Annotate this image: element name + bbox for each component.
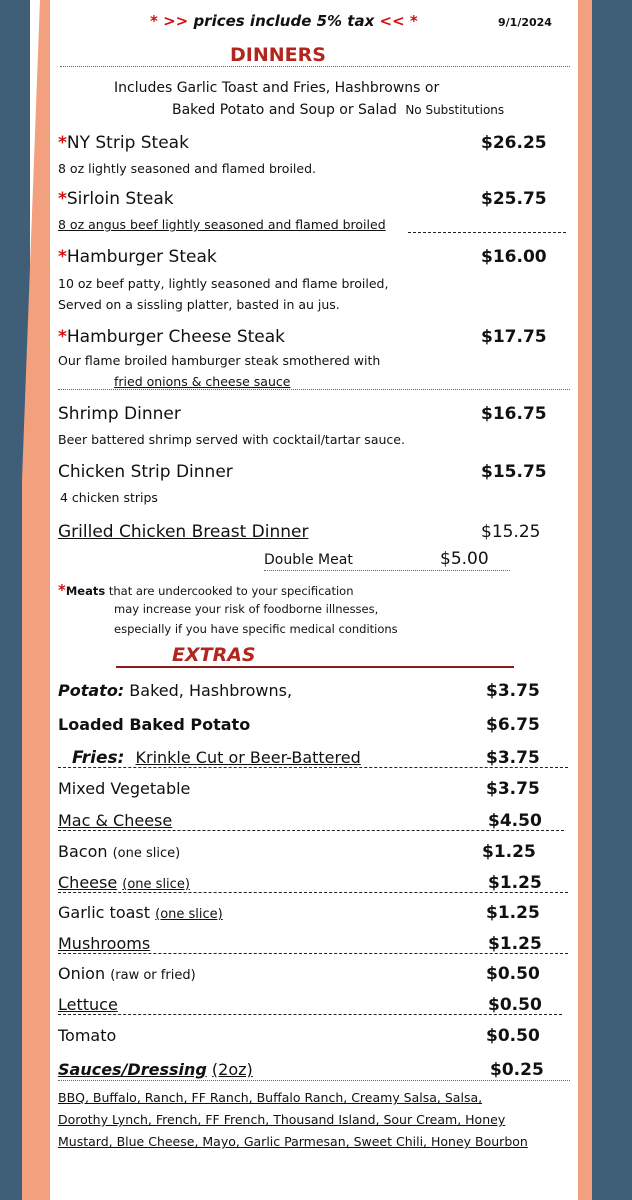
dinner-item-desc: 10 oz beef patty, lightly seasoned and flame broiled, <box>58 276 389 291</box>
right-border-blue <box>592 0 632 1200</box>
divider <box>408 232 566 233</box>
extra-item-name: Mixed Vegetable <box>58 779 191 798</box>
extra-item-price: $6.75 <box>486 715 540 735</box>
warning-line-1: *Meats that are undercooked to your specification <box>58 581 354 599</box>
dinner-item-desc: fried onions & cheese sauce <box>114 374 291 389</box>
dinners-title: DINNERS <box>230 44 326 66</box>
no-substitutions: No Substitutions <box>405 103 505 117</box>
extra-item-price: $0.50 <box>488 995 542 1015</box>
extra-item-price: $1.25 <box>488 934 542 954</box>
extra-item-price: $1.25 <box>488 873 542 893</box>
dinner-item-desc: Our flame broiled hamburger steak smothered with <box>58 353 381 368</box>
dinner-item-desc: Beer battered shrimp served with cocktail/tartar sauce. <box>58 432 405 447</box>
extra-item-name: Tomato <box>58 1026 117 1045</box>
double-meat-label: Double Meat <box>264 552 353 568</box>
divider <box>58 953 568 954</box>
dinner-item-price: $26.25 <box>481 133 547 153</box>
extras-title: EXTRAS <box>172 644 256 666</box>
divider <box>264 570 510 571</box>
extra-item-name: Garlic toast (one slice) <box>58 903 223 922</box>
sauces-list-line-1: BBQ, Buffalo, Ranch, FF Ranch, Buffalo Ranch, Creamy Salsa, Salsa, <box>58 1090 483 1105</box>
extra-item-name: Fries: Krinkle Cut or Beer-Battered <box>72 748 361 768</box>
includes-line-2-text: Baked Potato and Soup or Salad <box>172 102 397 118</box>
right-mark: << * <box>379 12 418 30</box>
extra-item-name: Sauces/Dressing (2oz) <box>58 1060 253 1079</box>
dinner-item-desc: Served on a sissling platter, basted in au jus. <box>58 297 340 312</box>
extras-rule <box>116 666 514 668</box>
extra-item-name: Lettuce <box>58 995 118 1014</box>
menu-page <box>50 0 578 1200</box>
dinner-item-name: *Hamburger Steak <box>58 247 217 267</box>
divider <box>58 830 564 831</box>
includes-line-2 <box>172 102 504 118</box>
extra-item-name: Cheese (one slice) <box>58 873 190 892</box>
extra-item-price: $3.75 <box>486 681 540 701</box>
divider <box>58 767 568 768</box>
extra-item-price: $1.25 <box>486 903 540 923</box>
dinner-item-name: Shrimp Dinner <box>58 404 181 424</box>
extra-item-price: $0.50 <box>486 964 540 984</box>
extra-item-price: $0.25 <box>490 1060 544 1080</box>
extra-item-name: Mushrooms <box>58 934 151 953</box>
dinner-item-name: Grilled Chicken Breast Dinner <box>58 522 309 542</box>
dinner-item-desc: 8 oz angus beef lightly seasoned and flamed broiled <box>58 217 386 232</box>
dinner-item-price: $25.75 <box>481 189 547 209</box>
sauces-list-line-3: Mustard, Blue Cheese, Mayo, Garlic Parmesan, Sweet Chili, Honey Bourbon <box>58 1134 528 1149</box>
extra-item-price: $3.75 <box>486 748 540 768</box>
extra-item-name: Loaded Baked Potato <box>58 715 251 734</box>
dinner-item-name: *Sirloin Steak <box>58 189 174 209</box>
divider <box>58 1080 570 1081</box>
menu-date: 9/1/2024 <box>498 16 552 29</box>
dinner-item-name: *NY Strip Steak <box>58 133 189 153</box>
extra-item-price: $4.50 <box>488 811 542 831</box>
dinner-item-price: $17.75 <box>481 327 547 347</box>
extra-item-name: Bacon (one slice) <box>58 842 181 861</box>
warning-line-3: especially if you have specific medical conditions <box>114 622 398 636</box>
includes-line-1: Includes Garlic Toast and Fries, Hashbrowns or <box>114 80 440 96</box>
dinner-item-price: $15.25 <box>481 522 541 542</box>
tax-note-text: prices include 5% tax <box>193 12 375 30</box>
divider <box>60 66 570 67</box>
dinner-item-price: $15.75 <box>481 462 547 482</box>
dinner-item-name: *Hamburger Cheese Steak <box>58 327 286 347</box>
extra-item-price: $1.25 <box>482 842 536 862</box>
dinner-item-desc: 4 chicken strips <box>60 490 158 505</box>
left-mark: * >> <box>150 12 189 30</box>
tax-note <box>150 12 418 30</box>
divider <box>58 1014 562 1015</box>
sauces-list-line-2: Dorothy Lynch, French, FF French, Thousand Island, Sour Cream, Honey <box>58 1112 506 1127</box>
divider <box>58 892 568 893</box>
divider <box>58 389 570 390</box>
extra-item-name: Potato: Baked, Hashbrowns, <box>58 681 293 700</box>
extra-item-name: Mac & Cheese <box>58 811 173 830</box>
warning-line-2: may increase your risk of foodborne illnesses, <box>114 602 379 616</box>
dinner-item-price: $16.75 <box>481 404 547 424</box>
extra-item-price: $0.50 <box>486 1026 540 1046</box>
double-meat-price: $5.00 <box>440 549 489 569</box>
extra-item-name: Onion (raw or fried) <box>58 964 196 983</box>
extra-item-price: $3.75 <box>486 779 540 799</box>
dinner-item-price: $16.00 <box>481 247 547 267</box>
dinner-item-desc: 8 oz lightly seasoned and flamed broiled. <box>58 161 316 176</box>
dinner-item-name: Chicken Strip Dinner <box>58 462 233 482</box>
